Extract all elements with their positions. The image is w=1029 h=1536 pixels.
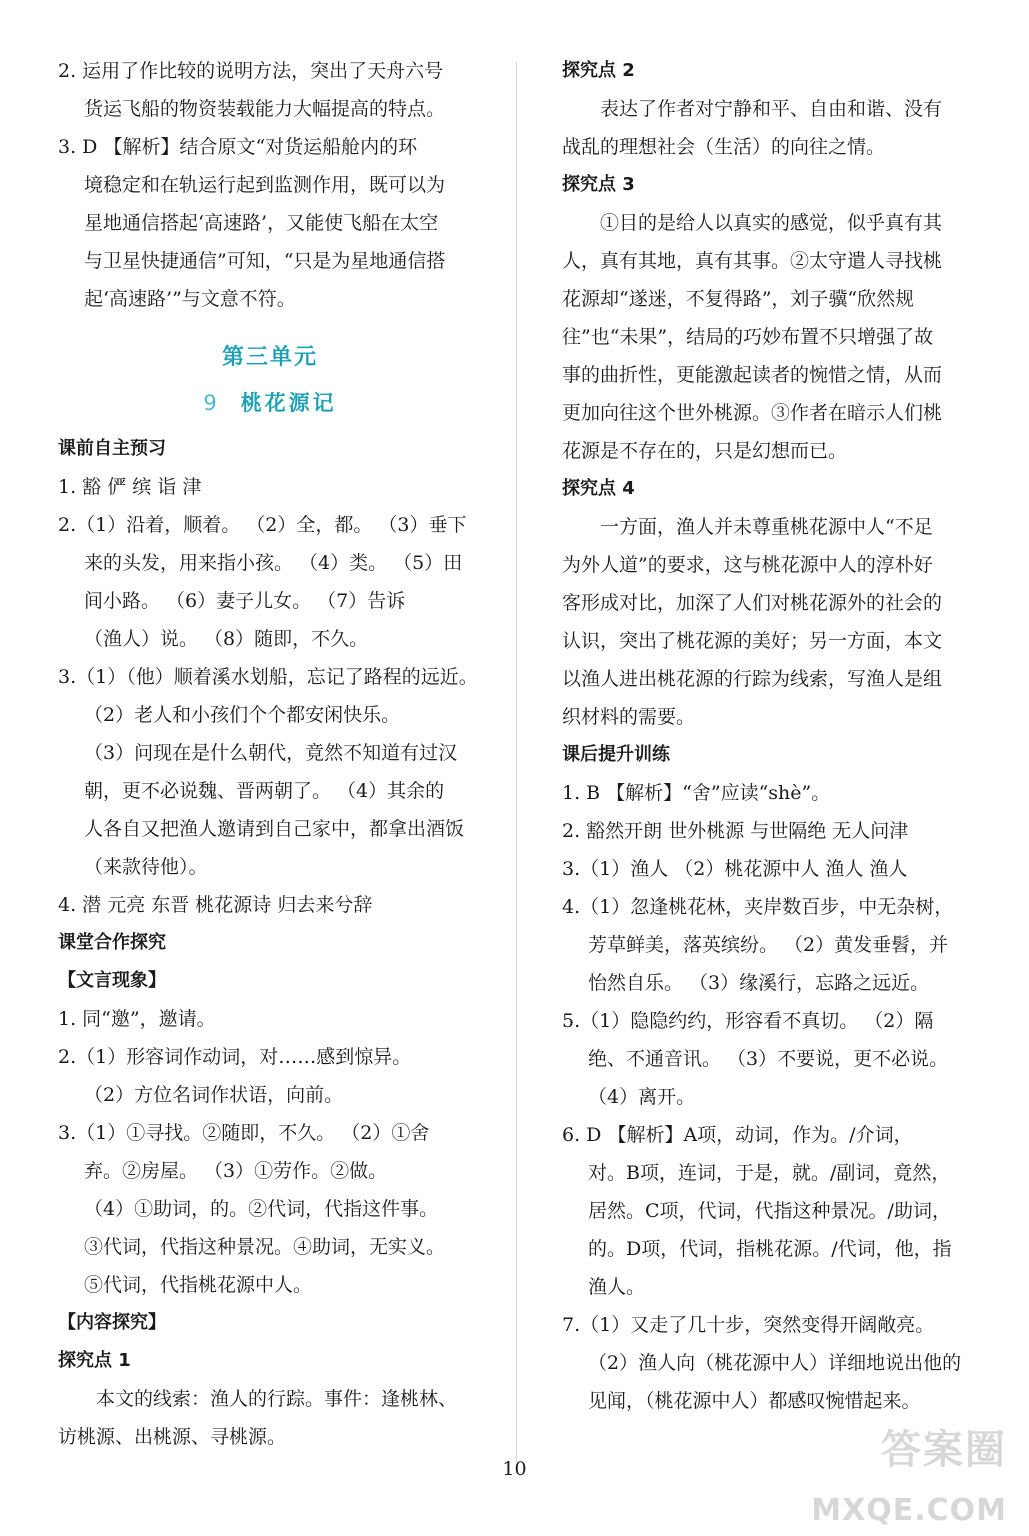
lesson-number: 9 [203, 391, 217, 415]
explore-point-2-heading: 探究点 2 [562, 60, 635, 81]
preview-4: 4. 潜 元亮 东晋 桃花源诗 归去来兮辞 [58, 894, 373, 916]
column-divider [516, 62, 517, 1462]
after-7-2: （2）渔人向（桃花源中人）详细地说出他的 见闻，（桃花源中人）都感叹惋惜起来。 [588, 1352, 962, 1412]
answer-2: 2. 运用了作比较的说明方法，突出了天舟六号 货运飞船的物资装载能力大幅提高的特点。 [58, 60, 446, 120]
wenyan-2-2: （2）方位名词作状语，向前。 [84, 1084, 344, 1106]
wenyan-1: 1. 同“邀”，邀请。 [58, 1008, 216, 1030]
lesson-title: 桃花源记 [240, 390, 337, 415]
explore-point-4: 一方面，渔人并未尊重桃花源中人“不足 为外人道”的要求，这与桃花源中人的淳朴好 客形成对比，加深了人们对桃花源外的社会的 认识，突出了桃花源的美好；另一方面，本文 以渔人进出桃花源的行踪为线索，写渔人是组 织材料的需要。 [562, 516, 943, 728]
right-column [562, 52, 982, 1420]
after-7: 7.（1）又走了几十步，突然变得开阔敞亮。 [562, 1314, 935, 1336]
after-4: 4.（1）忽逢桃花林，夹岸数百步，中无杂树， 芳草鲜美，落英缤纷。 （2）黄发垂髫，并 怡然自乐。 （3）缘溪行，忘路之远近。 [562, 896, 954, 994]
after-6: 6. D 【解析】A项，动词，作为。/介词， 对。B项，连词，于是，就。/副词，竟然， 居然。C项，代词，代指这种景况。/助词， 的。D项，代词，指桃花源。/代词，他，指 渔人。 [562, 1124, 952, 1298]
explore-point-3-heading: 探究点 3 [562, 174, 635, 195]
page-number: 10 [502, 1458, 527, 1480]
preview-3: 3.（1）（他）顺着溪水划船，忘记了路程的远近。 [58, 666, 478, 688]
wenyan-3: 3.（1）①寻找。②随即，不久。 （2）①舍 弃。②房屋。 （3）①劳作。②做。 [58, 1122, 430, 1182]
subsection-content: 【内容探究】 [58, 1312, 166, 1333]
explore-point-1: 本文的线索：渔人的行踪。事件：逢桃林、 访桃源、出桃源、寻桃源。 [58, 1388, 458, 1448]
explore-point-4-heading: 探究点 4 [562, 478, 635, 499]
explore-point-1-heading: 探究点 1 [58, 1350, 131, 1371]
subsection-wenyan: 【文言现象】 [58, 970, 166, 991]
preview-3-2: （2）老人和小孩们个个都安闲快乐。 [84, 704, 401, 726]
unit-heading: 第三单元 [221, 344, 318, 370]
left-column [58, 52, 482, 1456]
answer-3: 3. D 【解析】结合原文“对货运船舱内的环 境稳定和在轨运行起到监测作用，既可以为 星地通信搭起‘高速路’，又能使飞船在太空 与卫星快捷通信”可知，“只是为星地通信搭 起‘高速路’”与文意不符。 [58, 136, 446, 310]
explore-point-3: ①目的是给人以真实的感觉，似乎真有其 人，真有其地，真有其事。②太守遣人寻找桃 花源却“遂迷，不复得路”，刘子骥“欣然规 往”也“未果”，结局的巧妙布置不只增强了故 事的曲折性，更能激起读者的惋惜之情，从而 更加向往这个世外桃源。③作者在暗示人们桃 花源是不存在的，只是幻想而已。 [562, 212, 943, 462]
lesson-heading [58, 384, 482, 422]
after-2: 2. 豁然开朗 世外桃源 与世隔绝 无人问津 [562, 820, 909, 842]
after-3: 3.（1）渔人 （2）桃花源中人 渔人 渔人 [562, 858, 908, 880]
preview-3-3: （3）问现在是什么朝代，竟然不知道有过汉 朝，更不必说魏、晋两朝了。 （4）其余的 人各自又把渔人邀请到自己家中，都拿出酒饭 （来款待他）。 [84, 742, 465, 878]
after-1: 1. B 【解析】“舍”应读“shè”。 [562, 782, 831, 804]
wenyan-2: 2.（1）形容词作动词，对……感到惊异。 [58, 1046, 412, 1068]
after-5: 5.（1）隐隐约约，形容看不真切。 （2）隔 绝、不通音讯。 （3）不要说，更不必说。 [562, 1010, 949, 1070]
watermark-text-cn: 答案圈 [881, 1427, 1007, 1473]
section-preview: 课前自主预习 [58, 438, 166, 459]
watermark-logo [811, 1418, 1017, 1528]
section-cooperation: 课堂合作探究 [58, 932, 166, 953]
after-5-4: （4）离开。 [588, 1086, 696, 1108]
preview-2: 2.（1）沿着，顺着。 （2）全，都。 （3）垂下 来的头发，用来指小孩。 （4）类。 （5）田 间小路。 （6）妻子儿女。 （7）告诉 （渔人）说。 （8）随即，不久。 [58, 514, 467, 650]
section-after-class: 课后提升训练 [562, 744, 670, 765]
watermark-text-en: MXQE.COM [811, 1493, 1007, 1528]
preview-1: 1. 豁 俨 缤 诣 津 [58, 476, 202, 498]
explore-point-2: 表达了作者对宁静和平、自由和谐、没有 战乱的理想社会（生活）的向往之情。 [562, 98, 943, 158]
wenyan-3-4: （4）①助词，的。②代词，代指这件事。 ③代词，代指这种景况。④助词，无实义。 ⑤代词，代指桃花源中人。 [84, 1198, 446, 1296]
